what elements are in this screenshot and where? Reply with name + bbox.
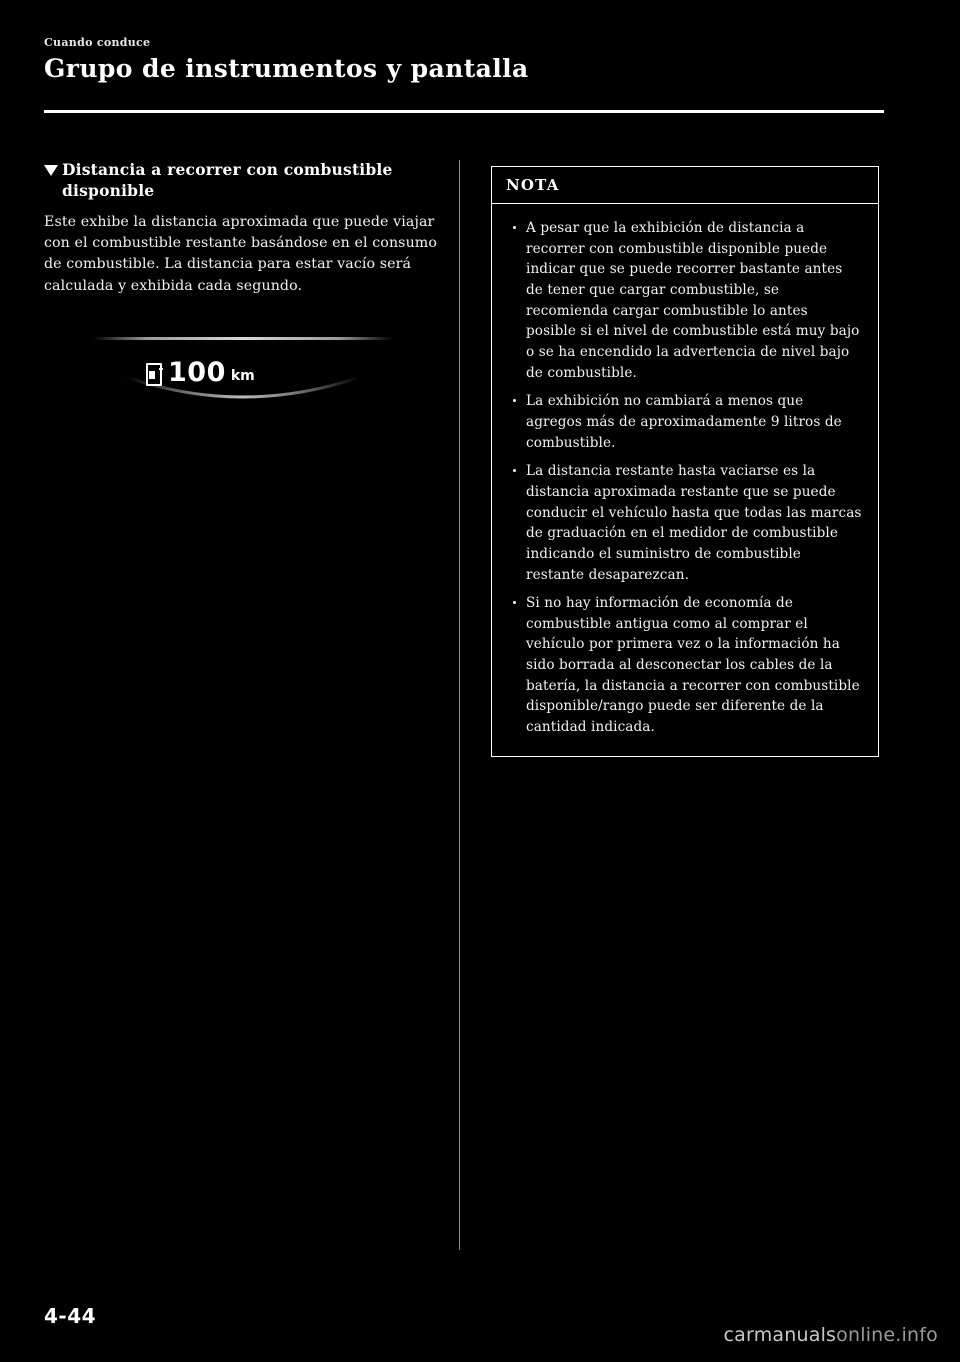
range-unit: km	[230, 368, 255, 385]
note-title-bar	[492, 167, 878, 204]
column-divider	[459, 160, 460, 1250]
fuel-pump-icon	[146, 362, 163, 383]
header-divider	[44, 110, 884, 113]
list-item-text: A pesar que la exhibición de distancia a recorrer con combustible disponible puede indicar que se puede recorrer bastante antes de tener que cargar combustible, se recomienda cargar combustible lo antes posible si el nivel de combustible está muy bajo o se ha encendido la advertencia de nivel bajo de combustible.	[526, 220, 860, 381]
list-item-text: La exhibición no cambiará a menos que agregos más de aproximadamente 9 litros de combustible.	[526, 393, 842, 451]
section-heading-label: Distancia a recorrer con combustible disponible	[62, 160, 393, 200]
note-box	[491, 166, 879, 757]
note-list	[508, 218, 862, 738]
list-item	[508, 461, 862, 585]
display-illustration	[88, 331, 398, 417]
body-paragraph: Este exhibe la distancia aproximada que puede viajar con el combustible restante basándose en el consumo de combustible. La distancia para estar vacío será calculada y exhibida cada segundo.	[44, 213, 437, 294]
bullet-dot-icon	[513, 399, 516, 402]
list-item-text: Si no hay información de economía de combustible antigua como al comprar el vehículo por primera vez o la información ha sido borrada al desconectar los cables de la batería, la distancia a recorrer con combustible disponible/rango puede ser diferente de la cantidad indicada.	[526, 595, 860, 736]
list-item	[508, 391, 862, 453]
list-item-text: La distancia restante hasta vaciarse es la distancia aproximada restante que se puede conducir el vehículo hasta que todas las marcas de graduación en el medidor de combustible indicando el suministro de combustible restante desaparezcan.	[526, 463, 862, 583]
triangle-bullet-icon	[44, 165, 58, 176]
watermark	[724, 1324, 938, 1346]
page-header	[44, 36, 884, 83]
page-number: 4-44	[44, 1304, 97, 1328]
list-item	[508, 218, 862, 383]
right-column	[491, 166, 879, 757]
bullet-dot-icon	[513, 226, 516, 229]
range-value: 100	[168, 357, 226, 389]
watermark-main: carmanuals	[723, 1324, 837, 1346]
list-item	[508, 593, 862, 738]
left-column	[44, 160, 439, 417]
page-title: Grupo de instrumentos y pantalla	[44, 54, 529, 83]
range-readout	[146, 357, 255, 389]
note-title: NOTA	[506, 176, 560, 194]
section-heading	[44, 160, 439, 202]
bullet-dot-icon	[513, 469, 516, 472]
note-body	[492, 204, 878, 756]
watermark-rest: online.info	[836, 1324, 938, 1346]
bullet-dot-icon	[513, 601, 516, 604]
header-kicker: Cuando conduce	[44, 36, 151, 49]
